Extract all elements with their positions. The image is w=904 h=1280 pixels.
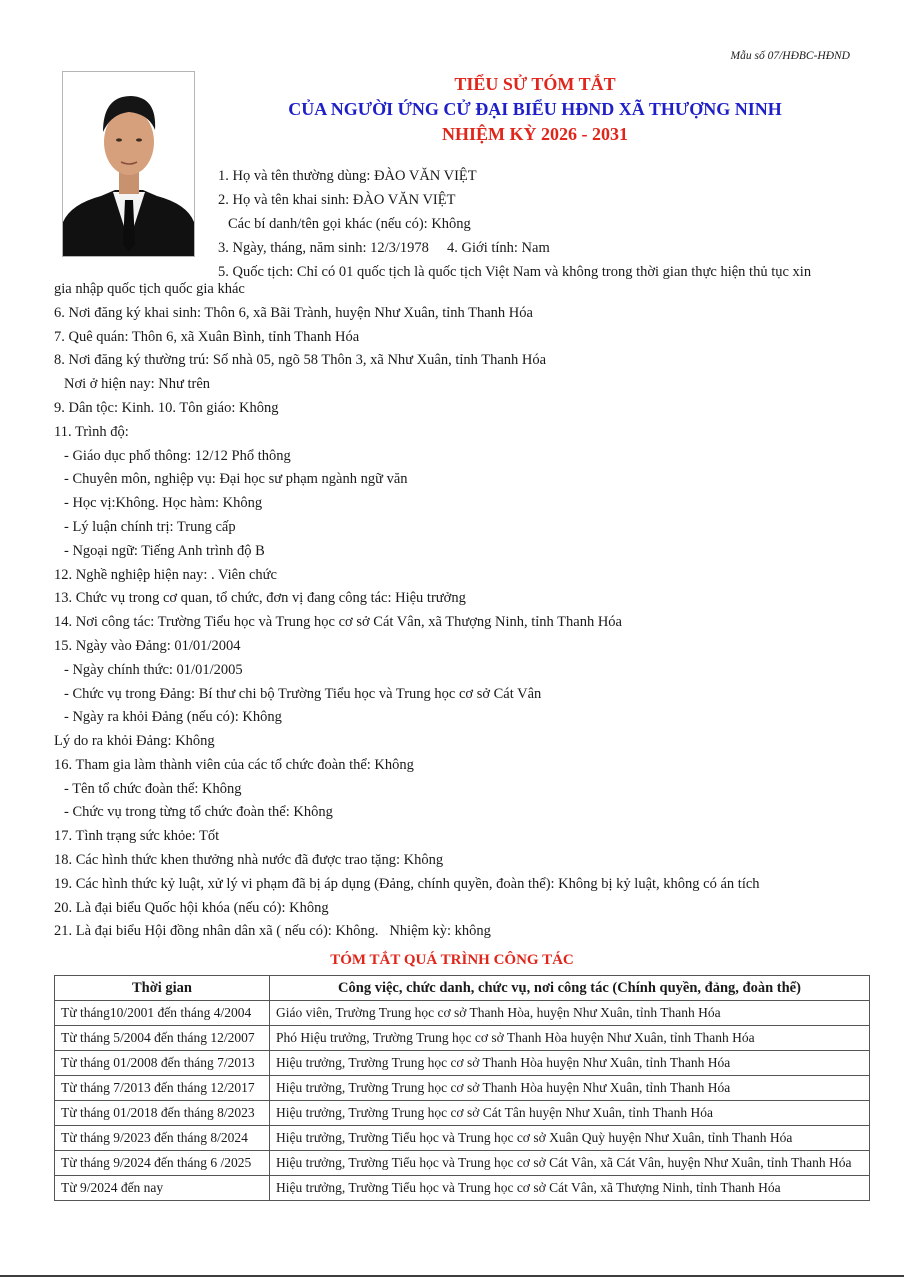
- field-position: 13. Chức vụ trong cơ quan, tổ chức, đơn vị đang công tác: Hiệu trưởng: [54, 590, 466, 606]
- field-general-education: - Giáo dục phổ thông: 12/12 Phổ thông: [64, 448, 291, 464]
- portrait-photo: [62, 71, 195, 257]
- field-aliases: Các bí danh/tên gọi khác (nếu có): Không: [228, 216, 471, 232]
- title-line-2: CỦA NGƯỜI ỨNG CỬ ĐẠI BIỂU HĐND XÃ THƯỢNG NINH: [288, 99, 782, 119]
- field-people-council: 21. Là đại biểu Hội đồng nhân dân xã ( nếu có): Không. Nhiệm kỳ: không: [54, 923, 491, 939]
- field-party-position: - Chức vụ trong Đảng: Bí thư chi bộ Trường Tiểu học và Trung học cơ sở Cát Vân: [64, 686, 542, 702]
- table-row: [55, 1176, 870, 1201]
- field-workplace: 14. Nơi công tác: Trường Tiểu học và Trung học cơ sở Cát Vân, xã Thượng Ninh, tỉnh Thanh Hóa: [54, 614, 622, 630]
- cell-duty: Hiệu trưởng, Trường Tiểu học và Trung học cơ sở Xuân Quỳ huyện Như Xuân, tỉnh Thanh Hóa: [270, 1126, 870, 1151]
- field-party-leave-date: - Ngày ra khỏi Đảng (nếu có): Không: [64, 709, 282, 725]
- table-row: [55, 1001, 870, 1026]
- work-history-title: TÓM TẮT QUÁ TRÌNH CÔNG TÁC: [330, 952, 574, 968]
- cell-duty: Hiệu trưởng, Trường Tiểu học và Trung học cơ sở Cát Vân, xã Thượng Ninh, tỉnh Thanh Hóa: [270, 1176, 870, 1201]
- field-national-assembly: 20. Là đại biểu Quốc hội khóa (nếu có): Không: [54, 900, 329, 916]
- field-health: 17. Tình trạng sức khỏe: Tốt: [54, 828, 220, 844]
- cell-duty: Hiệu trưởng, Trường Trung học cơ sở Thanh Hòa huyện Như Xuân, tỉnh Thanh Hóa: [270, 1076, 870, 1101]
- table-row: [55, 1101, 870, 1126]
- field-hometown: 7. Quê quán: Thôn 6, xã Xuân Bình, tỉnh Thanh Hóa: [54, 329, 360, 345]
- column-header-time: Thời gian: [55, 976, 270, 1001]
- field-education-heading: 11. Trình độ:: [54, 424, 129, 440]
- field-political-theory: - Lý luận chính trị: Trung cấp: [64, 519, 236, 535]
- field-organization-position: - Chức vụ trong từng tổ chức đoàn thể: Không: [64, 804, 333, 820]
- field-awards: 18. Các hình thức khen thưởng nhà nước đã được trao tặng: Không: [54, 852, 444, 868]
- cell-duty: Giáo viên, Trường Trung học cơ sở Thanh Hòa, huyện Như Xuân, tỉnh Thanh Hóa: [270, 1001, 870, 1026]
- field-ethnicity-religion: 9. Dân tộc: Kinh. 10. Tôn giáo: Không: [54, 400, 279, 416]
- field-foreign-language: - Ngoại ngữ: Tiếng Anh trình độ B: [64, 543, 265, 559]
- title-line-3: NHIỆM KỲ 2026 - 2031: [442, 124, 628, 144]
- table-row: [55, 1076, 870, 1101]
- cell-duty: Hiệu trưởng, Trường Trung học cơ sở Cát Tân huyện Như Xuân, tỉnh Thanh Hóa: [270, 1101, 870, 1126]
- field-common-name: 1. Họ và tên thường dùng: ĐÀO VĂN VIỆT: [218, 168, 477, 184]
- table-row: [55, 1026, 870, 1051]
- cell-time: Từ tháng 01/2008 đến tháng 7/2013: [55, 1051, 270, 1076]
- field-party-official-date: - Ngày chính thức: 01/01/2005: [64, 662, 243, 678]
- field-organization-name: - Tên tổ chức đoàn thể: Không: [64, 781, 242, 797]
- cell-time: Từ tháng 5/2004 đến tháng 12/2007: [55, 1026, 270, 1051]
- field-party-join-date: 15. Ngày vào Đảng: 01/01/2004: [54, 638, 241, 654]
- field-birthdate-gender: 3. Ngày, tháng, năm sinh: 12/3/1978 4. Giới tính: Nam: [218, 240, 550, 256]
- field-nationality: 5. Quốc tịch: Chỉ có 01 quốc tịch là quốc tịch Việt Nam và không trong thời gian thực hiện thủ tục xin: [218, 264, 812, 280]
- column-header-duties: Công việc, chức danh, chức vụ, nơi công tác (Chính quyền, đảng, đoàn thể): [270, 976, 870, 1001]
- field-current-residence: Nơi ở hiện nay: Như trên: [64, 376, 211, 392]
- cell-time: Từ tháng 01/2018 đến tháng 8/2023: [55, 1101, 270, 1126]
- field-occupation: 12. Nghề nghiệp hiện nay: . Viên chức: [54, 567, 277, 583]
- cell-duty: Hiệu trưởng, Trường Trung học cơ sở Thanh Hòa huyện Như Xuân, tỉnh Thanh Hóa: [270, 1051, 870, 1076]
- portrait-photo-image: [63, 72, 194, 256]
- work-history-table: [54, 975, 870, 1201]
- bottom-divider: [0, 1275, 904, 1277]
- table-row: [55, 1126, 870, 1151]
- cell-time: Từ tháng10/2001 đến tháng 4/2004: [55, 1001, 270, 1026]
- cell-time: Từ tháng 9/2024 đến tháng 6 /2025: [55, 1151, 270, 1176]
- table-row: [55, 1051, 870, 1076]
- title-line-1: TIỂU SỬ TÓM TẮT: [454, 74, 616, 94]
- form-number: Mẫu số 07/HĐBC-HĐND: [730, 50, 850, 62]
- field-professional-training: - Chuyên môn, nghiệp vụ: Đại học sư phạm ngành ngữ văn: [64, 471, 408, 487]
- document-title: [240, 72, 830, 147]
- field-nationality-continued: gia nhập quốc tịch quốc gia khác: [54, 281, 245, 297]
- field-party-leave-reason: Lý do ra khỏi Đảng: Không: [54, 733, 215, 749]
- field-birth-name: 2. Họ và tên khai sinh: ĐÀO VĂN VIỆT: [218, 192, 456, 208]
- cell-duty: Hiệu trưởng, Trường Tiểu học và Trung học cơ sở Cát Vân, xã Cát Vân, huyện Như Xuân, tỉnh Thanh Hóa: [270, 1151, 870, 1176]
- table-header-row: [55, 976, 870, 1001]
- cell-time: Từ tháng 7/2013 đến tháng 12/2017: [55, 1076, 270, 1101]
- cell-duty: Phó Hiệu trưởng, Trường Trung học cơ sở Thanh Hòa huyện Như Xuân, tỉnh Thanh Hóa: [270, 1026, 870, 1051]
- table-row: [55, 1151, 870, 1176]
- field-organization-membership: 16. Tham gia làm thành viên của các tổ chức đoàn thể: Không: [54, 757, 414, 773]
- field-permanent-residence: 8. Nơi đăng ký thường trú: Số nhà 05, ngõ 58 Thôn 3, xã Như Xuân, tỉnh Thanh Hóa: [54, 352, 547, 368]
- field-discipline: 19. Các hình thức kỷ luật, xử lý vi phạm đã bị áp dụng (Đảng, chính quyền, đoàn thể): Không bị kỷ luật, không có án tích: [54, 876, 760, 892]
- field-academic-degree: - Học vị:Không. Học hàm: Không: [64, 495, 263, 511]
- cell-time: Từ 9/2024 đến nay: [55, 1176, 270, 1201]
- cell-time: Từ tháng 9/2023 đến tháng 8/2024: [55, 1126, 270, 1151]
- field-birth-registration: 6. Nơi đăng ký khai sinh: Thôn 6, xã Bãi Trành, huyện Như Xuân, tỉnh Thanh Hóa: [54, 305, 533, 321]
